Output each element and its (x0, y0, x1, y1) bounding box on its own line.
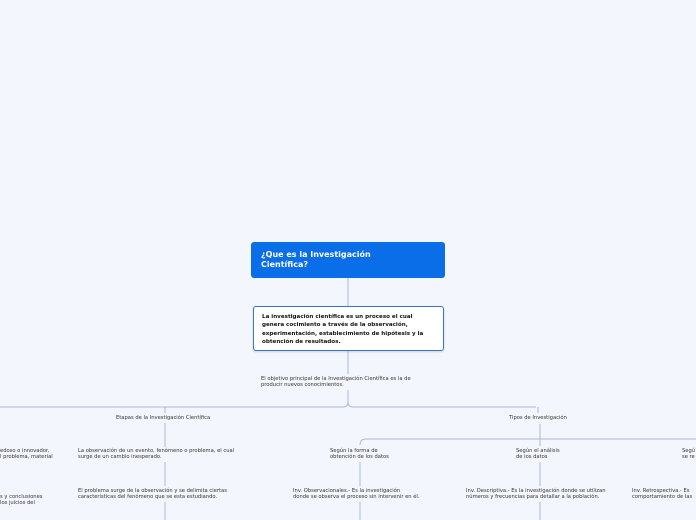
type-observational[interactable]: Inv. Observacionales.- Es la investigación donde se observa el proceso sin intervenir en él. (293, 488, 420, 501)
type-third-cut[interactable]: Segú se re (682, 448, 696, 461)
type-descriptive[interactable]: Inv. Descriptiva.- Es la investigación donde se utilizan números y frecuencias para detallar a la población. (466, 488, 606, 501)
stage-observation[interactable]: La observación de un evento, fenómeno o problema, el cual surge de un cambio inesperado. (78, 448, 235, 461)
objective-node[interactable]: El objetivo principal de la Investigación Científica es la de producir nuevos conocimientos. (261, 376, 411, 389)
stage-node-cut-1[interactable]: edoso o innovador, l problema, material (0, 448, 53, 461)
stage-problem[interactable]: El problema surge de la observación y se delimita ciertas características del fenómeno que se esta estudiando. (78, 488, 227, 501)
branch-types[interactable]: Tipos de Investigación (509, 415, 567, 421)
definition-node[interactable]: La investigación científica es un proceso el cual genera cocimiento a través de la observación, experimentación, establecimiento de hipótesis y la obtención de resultados. (253, 306, 444, 351)
stage-node-cut-2[interactable]: s y conclusiones los juicios del (0, 494, 43, 507)
type-retrospective[interactable]: Inv. Retrospectiva.- Es comportamiento de las (632, 488, 693, 501)
type-by-analysis[interactable]: Según el análisis de los datos (516, 448, 560, 461)
central-topic[interactable]: ¿Que es la Investigación Científica? (251, 242, 445, 278)
branch-stages[interactable]: Etapas de la Investigación Científica (116, 415, 211, 421)
type-by-data[interactable]: Según la forma de obtención de los datos (330, 448, 389, 461)
